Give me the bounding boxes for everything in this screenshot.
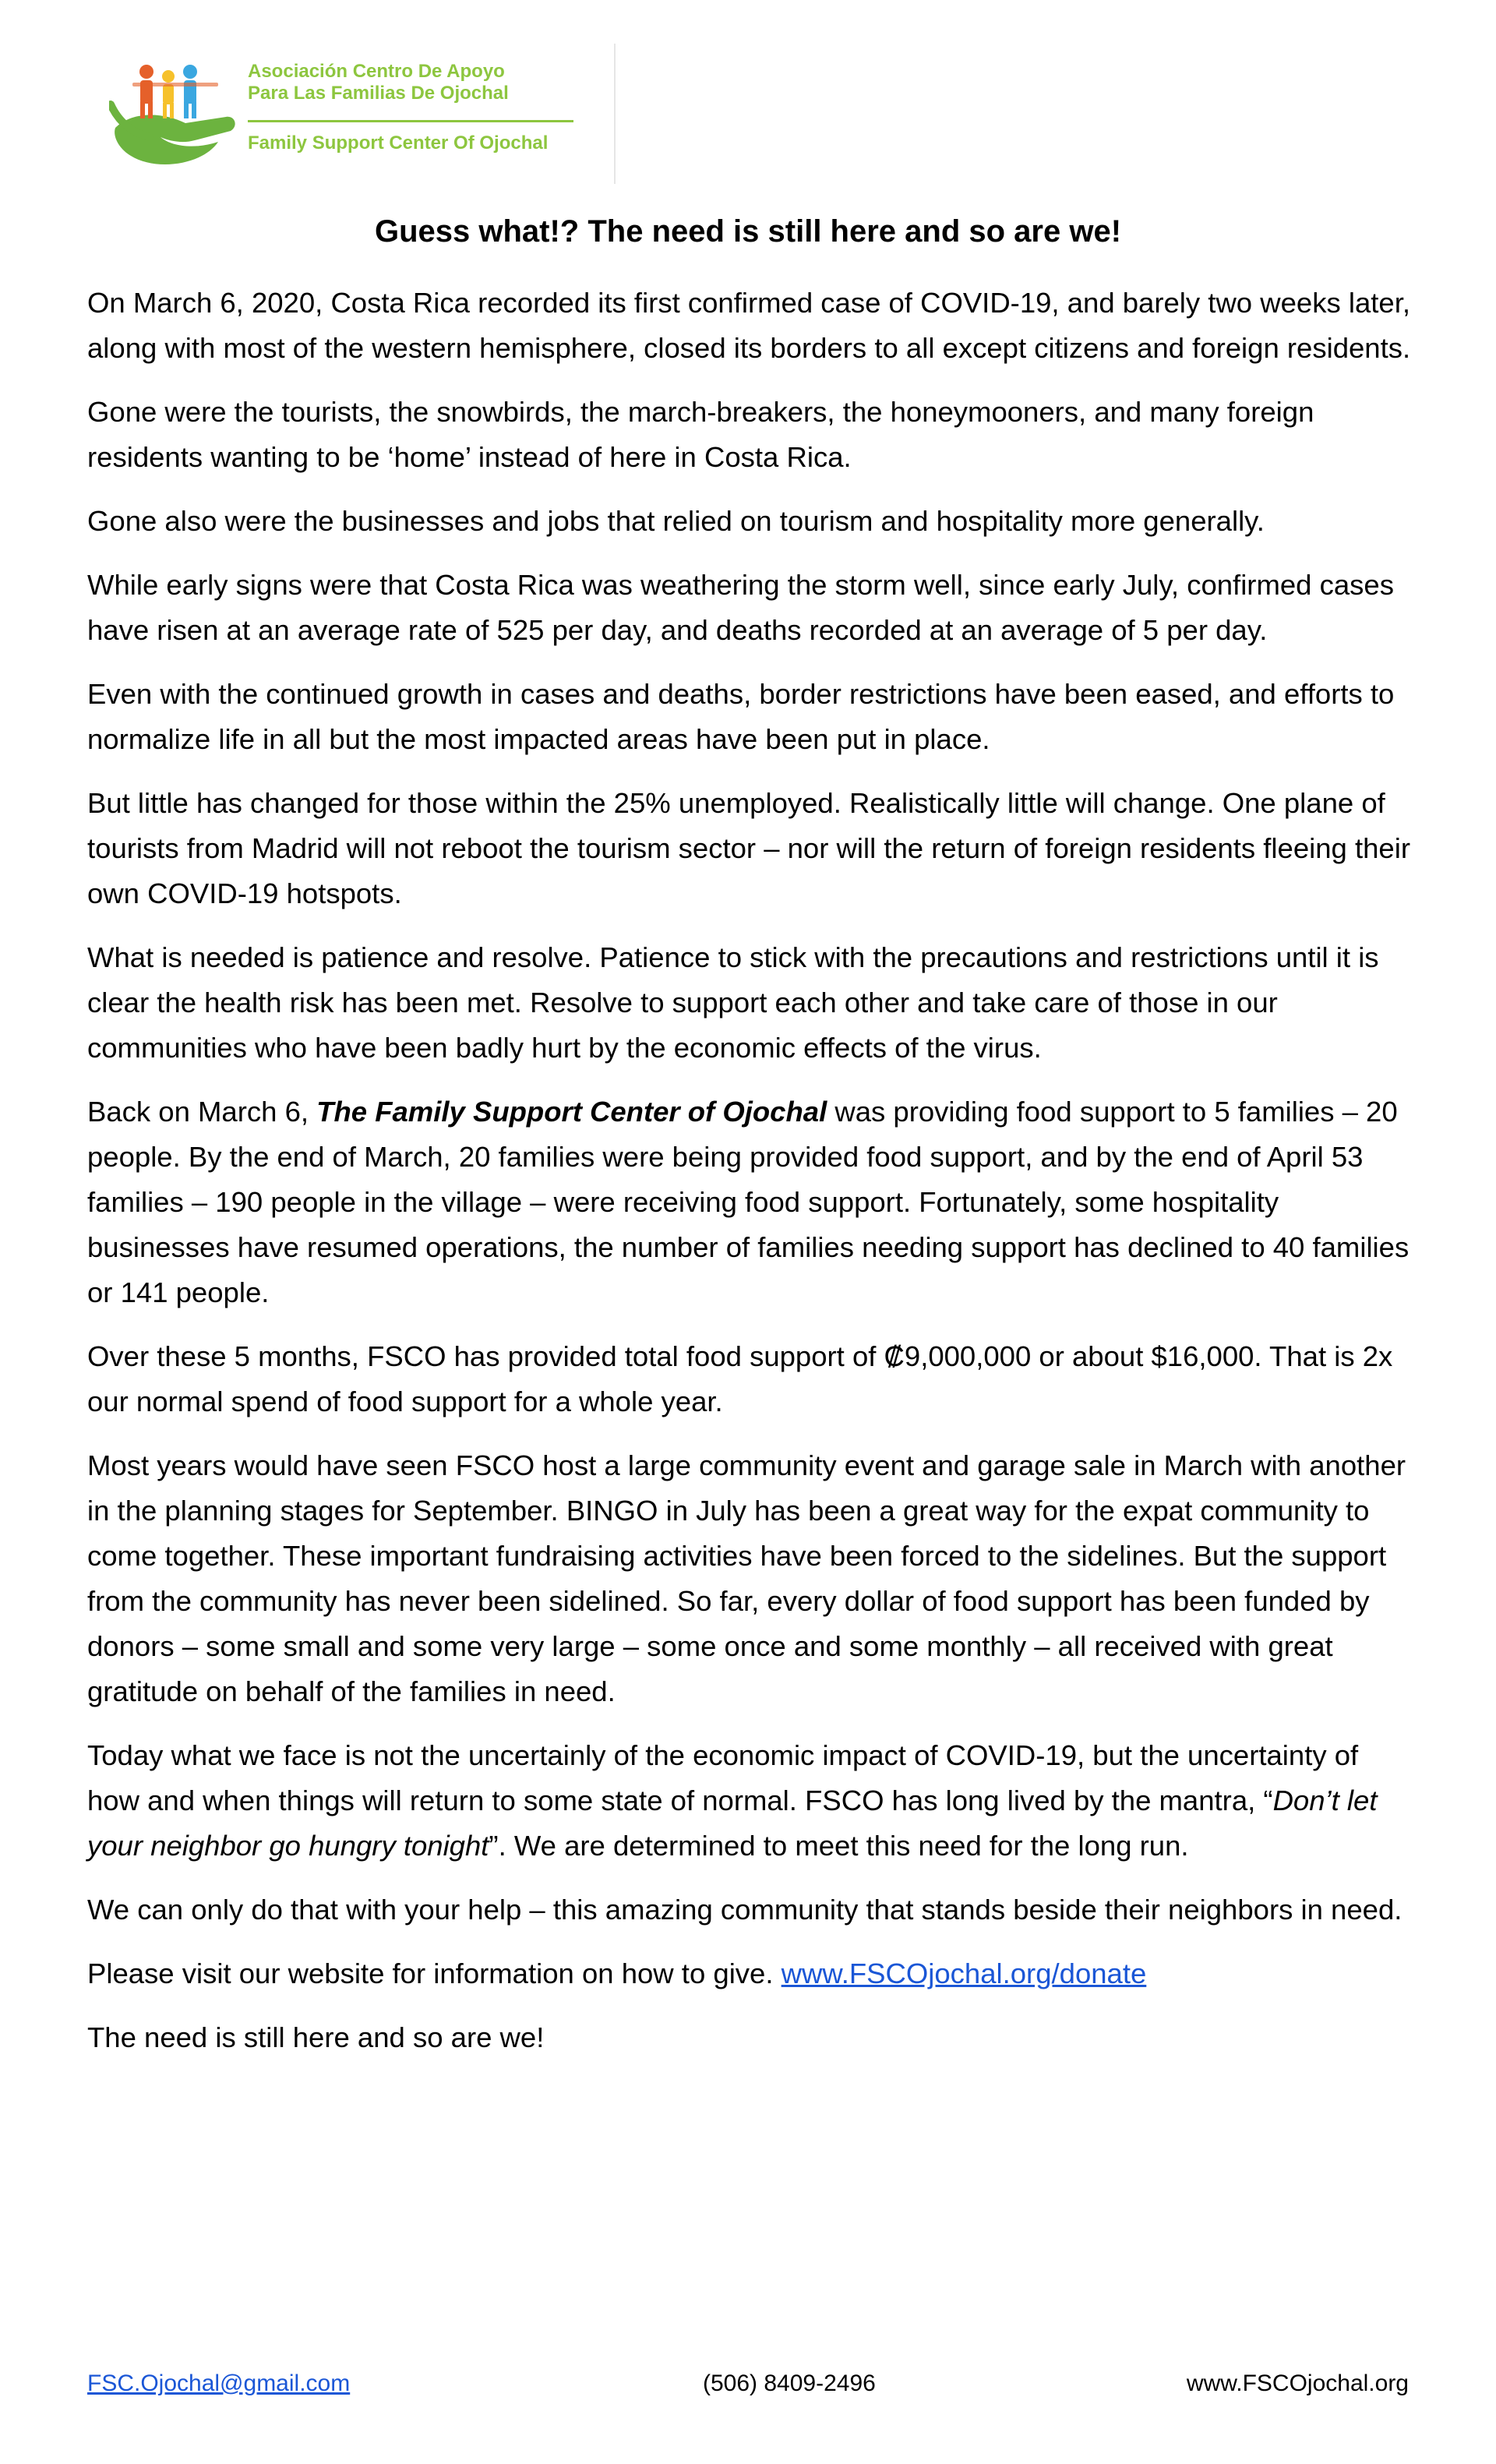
paragraph: Most years would have seen FSCO host a large community event and garage sale in March with another in the planning stages for September. BINGO in July has been a great way for the expat community to come together. These important fundraising activities have been forced to the sidelines. But the support from the community has never been sidelined. So far, every dollar of food support has been funded by donors – some small and some very large – some once and some monthly – all received with great gratitude on behalf of the families in need.	[87, 1449, 1406, 1707]
mantra-text-start: Today what we face is not the uncertainly of the economic impact of COVID-19, but the uncertainty of how and when things will return to some state of normal. FSCO has long lived by the mantra, “	[87, 1739, 1359, 1816]
paragraph: Gone were the tourists, the snowbirds, the march-breakers, the honeymooners, and many foreign residents wanting to be ‘home’ instead of here in Costa Rica.	[87, 396, 1314, 473]
paragraph: While early signs were that Costa Rica was weathering the storm well, since early July, confirmed cases have risen at an average rate of 525 per day, and deaths recorded at an average of 5 per day.	[87, 569, 1394, 646]
mantra-quote: Don’t let your neighbor go hungry tonight	[87, 1784, 1378, 1862]
org-english-name: Family Support Center Of Ojochal	[248, 132, 549, 154]
letterhead-vertical-rule	[614, 44, 616, 184]
paragraph: Gone also were the businesses and jobs that relied on tourism and hospitality more generally.	[87, 505, 1265, 537]
paragraph: What is needed is patience and resolve. Patience to stick with the precautions and restrictions until it is clear the health risk has been met. Resolve to support each other and take care of those in our communities who have been badly hurt by the economic effects of the virus.	[87, 941, 1379, 1064]
paragraph: Even with the continued growth in cases and deaths, border restrictions have been eased, and efforts to normalize life in all but the most impacted areas have been put in place.	[87, 678, 1395, 755]
letter-body	[87, 281, 1412, 2079]
donate-paragraph	[87, 1951, 1412, 1996]
donate-text: Please visit our website for information on how to give.	[87, 1957, 782, 1989]
org-name	[248, 61, 509, 104]
org-name-line-1: Asociación Centro De Apoyo	[248, 61, 505, 82]
closing-line: The need is still here and so are we!	[87, 2021, 545, 2053]
page-title: Guess what!? The need is still here and so are we!	[374, 214, 1122, 249]
donate-link[interactable]: www.FSCOjochal.org/donate	[781, 1957, 1147, 1989]
support-text-start: Back on March 6,	[87, 1096, 317, 1128]
paragraph: On March 6, 2020, Costa Rica recorded its first confirmed case of COVID-19, and barely two weeks later, along with most of the western hemisphere, closed its borders to all except citizens and foreign residents.	[87, 287, 1411, 364]
org-name-emphasis: The Family Support Center of Ojochal	[316, 1096, 827, 1128]
support-text-end: was providing food support to 5 families – 20 people. By the end of March, 20 families were being provided food support, and by the end of April 53 families – 190 people in the village – were receiving food support. Fortunately, some hospitality businesses have resumed operations, the number of families needing support has declined to 40 families or 141 people.	[87, 1096, 1410, 1308]
paragraph: But little has changed for those within the 25% unemployed. Realistically little will change. One plane of tourists from Madrid will not reboot the tourism sector – nor will the return of foreign residents fleeing their own COVID-19 hotspots.	[87, 787, 1410, 909]
letterhead	[101, 48, 647, 189]
footer-website: www.FSCOjochal.org	[1186, 2370, 1409, 2396]
mantra-paragraph	[87, 1733, 1412, 1869]
org-name-divider	[248, 120, 573, 122]
family-hands-logo-icon	[109, 56, 242, 173]
mantra-text-end: ”. We are determined to meet this need for the long run.	[489, 1830, 1189, 1862]
paragraph: We can only do that with your help – this amazing community that stands beside their neighbors in need.	[87, 1894, 1402, 1926]
org-name-line-2: Para Las Familias De Ojochal	[248, 83, 509, 104]
footer-email-link[interactable]: FSC.Ojochal@gmail.com	[87, 2370, 351, 2396]
footer-phone: (506) 8409-2496	[703, 2370, 876, 2396]
support-paragraph	[87, 1089, 1412, 1315]
footer	[87, 2370, 1409, 2399]
paragraph: Over these 5 months, FSCO has provided total food support of ₡9,000,000 or about $16,000. That is 2x our normal spend of food support for a whole year.	[87, 1340, 1393, 1417]
